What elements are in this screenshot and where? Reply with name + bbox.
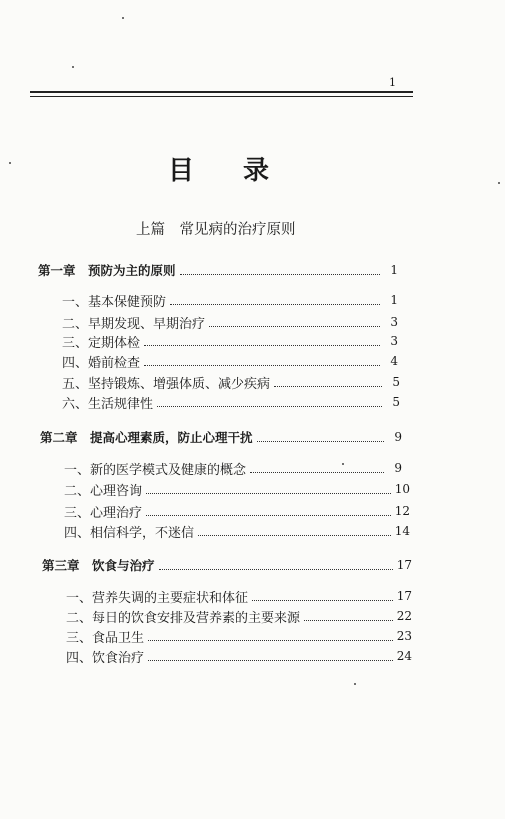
toc-item[interactable]: 二、心理咨询 10 (64, 482, 410, 499)
chapter-3-page: 17 (396, 558, 412, 572)
scan-speck (72, 66, 74, 68)
chapter-1-entry[interactable] (38, 262, 398, 278)
toc-item[interactable]: 五、坚持锻炼、增强体质、减少疾病 5 (62, 375, 400, 392)
toc-item[interactable]: 三、心理治疗 12 (64, 504, 410, 521)
toc-item[interactable]: 一、新的医学模式及健康的概念 9 (64, 461, 402, 478)
header-rule-thick (30, 91, 413, 93)
dot-leader (180, 265, 380, 275)
header-rule-thin (30, 96, 413, 97)
dot-leader (159, 560, 393, 570)
toc-item[interactable]: 四、相信科学，不迷信 14 (64, 524, 410, 541)
scan-speck (342, 463, 344, 465)
toc-title: 目 录 (168, 156, 290, 186)
toc-item[interactable]: 二、每日的饮食安排及营养素的主要来源 22 (66, 609, 412, 626)
toc-item[interactable]: 六、生活规律性 5 (62, 395, 400, 412)
chapter-1-page: 1 (390, 263, 398, 277)
toc-item[interactable]: 一、基本保健预防 1 (62, 293, 398, 310)
toc-item[interactable]: 四、婚前检查 4 (62, 354, 398, 371)
chapter-3-label: 第三章 饮食与治疗 (42, 558, 155, 573)
chapter-2-label: 第二章 提高心理素质，防止心理干扰 (40, 430, 253, 445)
scan-speck (122, 17, 124, 19)
dot-leader (257, 432, 384, 442)
part-title: 上篇 常见病的治疗原则 (136, 222, 296, 238)
toc-item[interactable]: 三、食品卫生 23 (66, 629, 412, 646)
toc-item[interactable]: 一、营养失调的主要症状和体征 17 (66, 589, 412, 606)
toc-item[interactable]: 三、定期体检 3 (62, 334, 398, 351)
chapter-3-entry[interactable] (42, 557, 412, 573)
toc-item[interactable]: 二、早期发现、早期治疗 3 (62, 315, 398, 332)
scan-speck (498, 182, 500, 184)
chapter-2-entry[interactable] (40, 429, 402, 445)
scan-speck (9, 162, 11, 164)
toc-item[interactable]: 四、饮食治疗 24 (66, 649, 412, 666)
page-number: 1 (389, 76, 396, 89)
scan-speck (354, 683, 356, 685)
chapter-2-page: 9 (394, 430, 402, 444)
chapter-1-label: 第一章 预防为主的原则 (38, 263, 176, 278)
